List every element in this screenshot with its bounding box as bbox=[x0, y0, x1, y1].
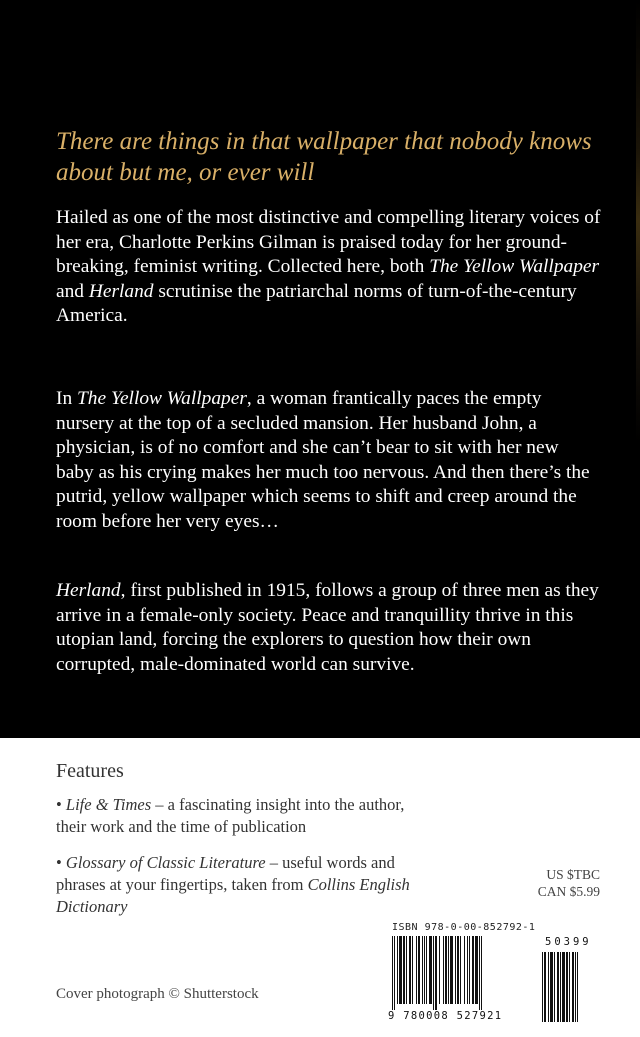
barcode-digits: 9 780008 527921 bbox=[388, 1010, 503, 1022]
addon-bar bbox=[554, 952, 555, 1022]
feature-name: Glossary of Classic Literature bbox=[65, 853, 266, 872]
text: and bbox=[56, 280, 89, 302]
barcode-bar bbox=[412, 936, 413, 1004]
bullet: • bbox=[56, 795, 62, 814]
barcode-bar bbox=[481, 936, 482, 1014]
barcode-bar bbox=[450, 936, 453, 1004]
barcode-bar bbox=[429, 936, 432, 1004]
addon-bar bbox=[562, 952, 565, 1022]
addon-bar bbox=[577, 952, 578, 1022]
barcode-bar bbox=[455, 936, 456, 1004]
blurb-paragraph-2 bbox=[56, 387, 601, 534]
barcode-bar bbox=[422, 936, 423, 1004]
barcode-bar bbox=[469, 936, 470, 1004]
barcode-bar bbox=[460, 936, 461, 1004]
price-can: CAN $5.99 bbox=[537, 884, 600, 899]
text: , first published in 1915, follows a group of three men as they arrive in a female-only society. Peace and tranquillity thrive in this utopian land, forcing the explorers to question how their own corrupted, male-dominated world can survive. bbox=[56, 580, 599, 675]
spine-edge bbox=[636, 0, 640, 738]
blurb-paragraph-3 bbox=[56, 579, 601, 677]
feature-name: Life & Times bbox=[65, 795, 152, 814]
book-title: The Yellow Wallpaper bbox=[77, 388, 247, 409]
barcode-bar bbox=[433, 936, 434, 1014]
addon-bar bbox=[542, 952, 543, 1022]
isbn-label: ISBN 978-0-00-852792-1 bbox=[392, 922, 536, 933]
barcode-bar bbox=[445, 936, 447, 1004]
barcode-bar bbox=[397, 936, 398, 1004]
cover-photo-credit: Cover photograph © Shutterstock bbox=[56, 986, 259, 1002]
barcode-bar bbox=[479, 936, 480, 1014]
barcode-bar bbox=[394, 936, 395, 1014]
barcode-bar bbox=[472, 936, 474, 1004]
addon-bar bbox=[560, 952, 561, 1022]
features-heading: Features bbox=[56, 760, 124, 782]
feature-text: – useful words and phrases at your fingertips, taken from bbox=[56, 853, 395, 894]
barcode-bar bbox=[403, 936, 405, 1004]
book-title: The Yellow Wallpaper bbox=[429, 256, 600, 277]
barcode-bar bbox=[399, 936, 402, 1004]
dictionary-title: Collins English Dictionary bbox=[56, 875, 410, 916]
book-title: Herland bbox=[56, 580, 121, 601]
addon-bar bbox=[550, 952, 553, 1022]
barcode-bar bbox=[409, 936, 411, 1004]
addon-bar bbox=[572, 952, 574, 1022]
barcode-bar bbox=[443, 936, 444, 1004]
barcode-bar bbox=[448, 936, 449, 1004]
text: scrutinise the patriarchal norms of turn-of-the-century America. bbox=[56, 280, 577, 326]
price-addon-barcode bbox=[540, 936, 602, 1022]
barcode-bar bbox=[457, 936, 459, 1004]
bullet: • bbox=[56, 853, 62, 872]
blurb-paragraph-1 bbox=[56, 206, 601, 329]
barcode-bar bbox=[464, 936, 465, 1004]
text: Hailed as one of the most distinctive and compelling literary voices of her era, Charlotte Perkins Gilman is praised today for her ground-breaking, feminist writing. Collected here, both bbox=[56, 207, 601, 277]
barcode-bar bbox=[392, 936, 393, 1014]
barcode-bar bbox=[435, 936, 437, 1014]
addon-bar bbox=[557, 952, 559, 1022]
pull-quote: There are things in that wallpaper that nobody knows about but me, or ever will bbox=[56, 128, 592, 186]
barcode-bar bbox=[467, 936, 468, 1004]
price-block bbox=[538, 866, 600, 900]
barcode-bar bbox=[424, 936, 425, 1004]
addon-bar bbox=[566, 952, 568, 1022]
addon-bar bbox=[575, 952, 576, 1022]
addon-bar bbox=[548, 952, 549, 1022]
addon-bar bbox=[569, 952, 570, 1022]
text: In bbox=[56, 388, 78, 409]
addon-barcode-bars bbox=[540, 936, 602, 1022]
barcode-bar bbox=[475, 936, 478, 1004]
barcode-bar bbox=[426, 936, 427, 1004]
price-us: US $TBC bbox=[546, 867, 600, 882]
text: , a woman frantically paces the empty nursery at the top of a secluded mansion. Her husband John, a physician, is of no comfort and she can’t bear to sit with her new baby as his crying makes her much too nervous. And then there’s the putrid, yellow wallpaper which seems to shift and creep around the room before her very eyes… bbox=[56, 388, 590, 532]
feature-item-life-and-times bbox=[56, 794, 436, 838]
barcode-bar bbox=[439, 936, 440, 1004]
addon-bar bbox=[544, 952, 546, 1022]
barcode-bar bbox=[418, 936, 420, 1004]
feature-text: – a fascinating insight into the author, their work and the time of publication bbox=[56, 795, 405, 836]
barcode-bar bbox=[406, 936, 407, 1004]
features-panel bbox=[0, 738, 640, 1037]
book-title: Herland bbox=[88, 280, 154, 302]
feature-item-glossary bbox=[56, 852, 436, 918]
barcode-bars bbox=[390, 936, 530, 1014]
addon-digits: 50399 bbox=[545, 936, 592, 948]
barcode-bar bbox=[416, 936, 417, 1004]
